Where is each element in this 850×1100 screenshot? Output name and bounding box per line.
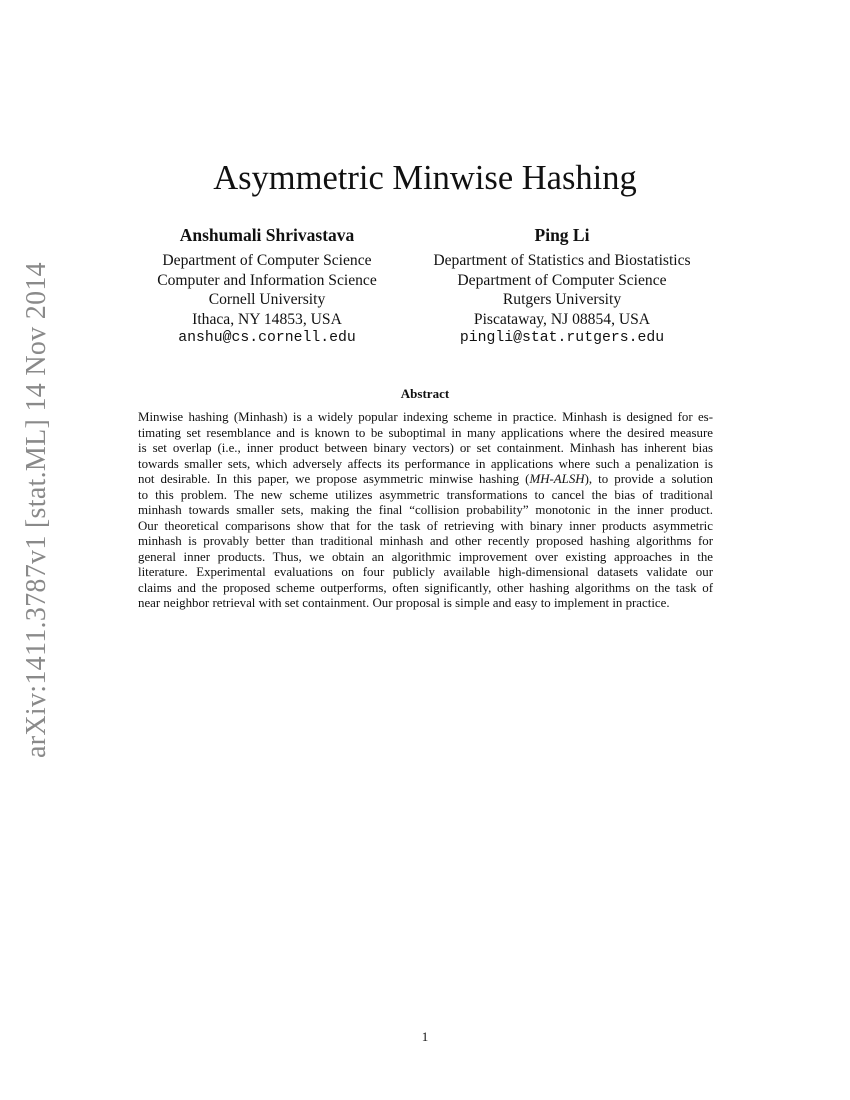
abstract-line: not desirable. In this paper, we propose asymmetric minwise hashing (MH-ALSH), to provide a solution [138,472,713,486]
abstract-heading: Abstract [400,386,450,401]
author-email: anshu@cs.cornell.edu [178,330,356,346]
affiliation-line: Computer and Information Science [157,271,377,289]
author-name: Anshumali Shrivastava [179,225,355,245]
abstract-line: literature. Experimental evaluations on four publicly available high-dimensional datasets validate our [138,565,713,579]
author-name: Ping Li [534,225,590,245]
abstract-line: is set overlap (i.e., inner product between binary vectors) or set containment. Minhash has inherent bias [138,441,713,455]
affiliation-line: Rutgers University [502,291,622,308]
paper-title: Asymmetric Minwise Hashing [213,159,637,197]
affiliation-line: Department of Statistics and Biostatistics [433,252,691,269]
arxiv-identifier-stamp: arXiv:1411.3787v1 [stat.ML] 14 Nov 2014 [21,262,52,758]
author-email: pingli@stat.rutgers.edu [459,330,665,346]
abstract-line: to this problem. The new scheme utilizes asymmetric transformations to cancel the bias of traditional [138,487,713,502]
affiliation-line: Ithaca, NY 14853, USA [192,310,342,328]
abstract-line: minhash towards smaller sets, making the final “collision probability” monotonic in the inner product. [138,503,713,517]
affiliation-line: Piscataway, NJ 08854, USA [473,310,651,328]
abstract-line: general inner products. Thus, we obtain an algorithmic improvement over existing approaches in the [138,549,713,564]
abstract-line: timating set resemblance and is known to be suboptimal in many applications where the desired measure [138,425,713,440]
abstract-line: towards smaller sets, which adversely affects its performance in applications where such a penalization is [138,456,713,471]
abstract-line: Our theoretical comparisons show that for the task of retrieving with binary inner products asymmetric [138,518,713,533]
author-block-1 [117,224,417,349]
abstract-line: Minwise hashing (Minhash) is a widely popular indexing scheme in practice. Minhash is designed for es- [138,410,713,424]
acronym-emphasis: MH-ALSH [529,472,585,486]
affiliation-line: Department of Computer Science [162,252,372,269]
affiliation-line: Cornell University [208,291,326,308]
abstract-line: claims and the proposed scheme outperforms, often significantly, other hashing algorithms on the task of [138,580,713,595]
abstract-line: minhash is provably better than traditional minhash and other recently proposed hashing algorithms for [138,534,713,548]
abstract-line: near neighbor retrieval with set containment. Our proposal is simple and easy to implement in practice. [138,596,670,610]
abstract-body [138,410,713,612]
affiliation-line: Department of Computer Science [457,271,667,289]
author-block-2 [412,224,712,349]
page-number: 1 [421,1029,429,1044]
